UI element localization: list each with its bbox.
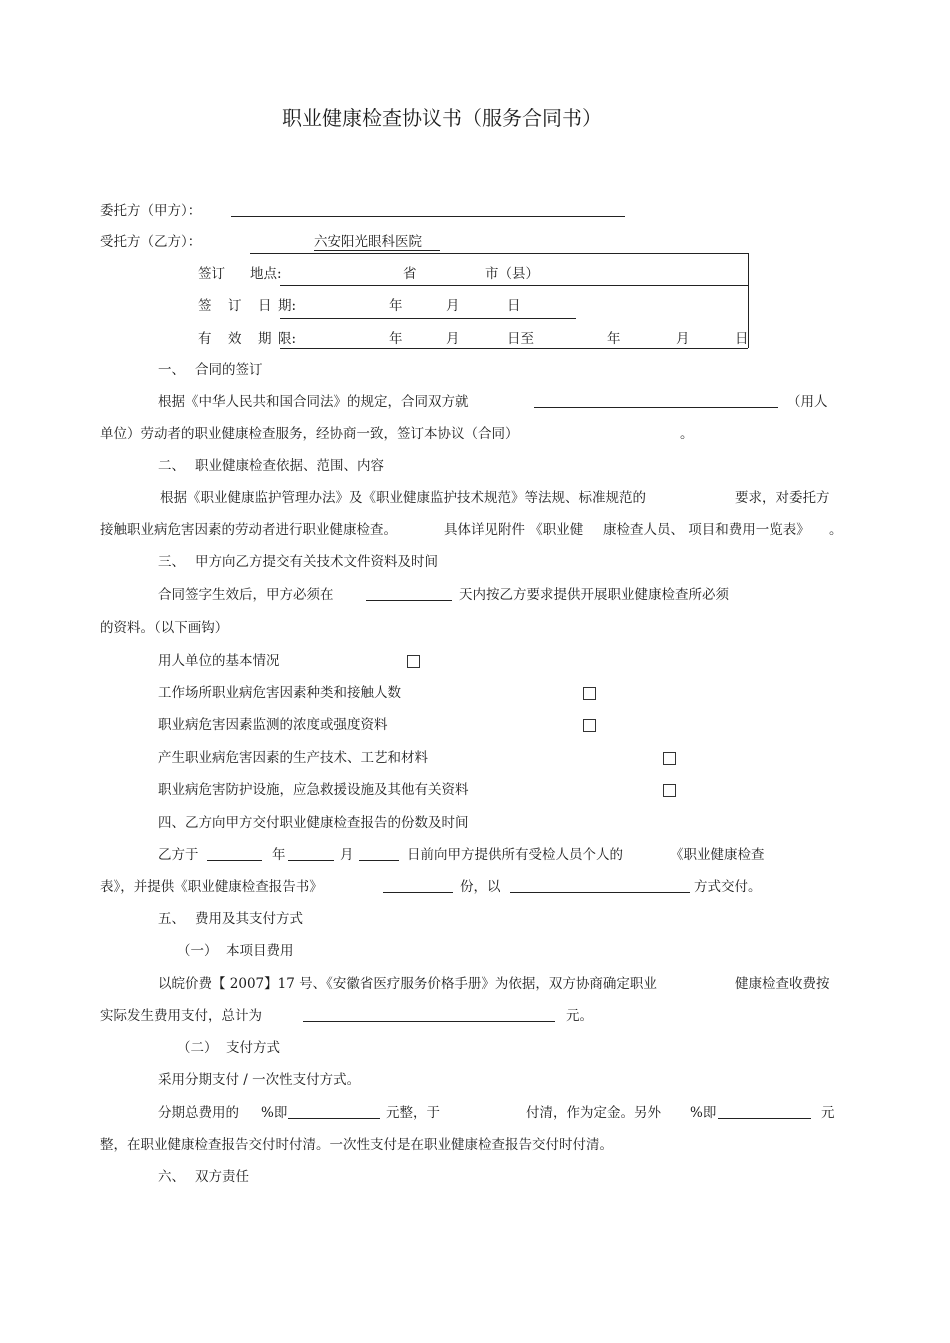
signing-date-day: 日 [507,298,521,314]
sec5-para5: 整，在职业健康检查报告交付时付清。一次性支付是在职业健康检查报告交付时付清。 [100,1137,613,1153]
party-a-blank[interactable] [231,216,625,217]
sec5-heading: 费用及其支付方式 [195,911,303,927]
sec5-total-blank[interactable] [303,1021,555,1022]
signing-place-label-2: 地点: [250,266,282,282]
sec5-para2b: 元。 [566,1008,593,1024]
sec4-para1a: 乙方于 [158,847,199,863]
validity-blank[interactable] [280,348,748,349]
sec5-sub1-num: （一） [177,943,218,959]
sec3-item-5-checkbox[interactable] [663,784,676,797]
sec3-item-5: 职业病危害防护设施，应急救援设施及其他有关资料 [158,782,469,798]
sec5-para4d: 付清，作为定金。另外 [526,1105,661,1121]
sec2-para1a: 根据《职业健康监护管理办法》及《职业健康监护技术规范》等法规、标准规范的 [160,490,646,506]
sec5-para2a: 实际发生费用支付，总计为 [100,1008,262,1024]
sec2-para2d: 。 [829,522,843,538]
signing-province: 省 [403,266,417,282]
sec5-para4b: %即 [261,1105,288,1121]
sec4-para1e: 《职业健康检查 [670,847,765,863]
sec4-para2a: 表》，并提供《职业健康检查报告书》 [100,879,323,895]
sec5-heading-num: 五、 [158,911,185,927]
sec3-item-3: 职业病危害因素监测的浓度或强度资料 [158,717,388,733]
sec1-para1b: （用人 [787,394,828,410]
signing-date-month: 月 [446,298,460,314]
validity-to-month: 月 [676,331,690,347]
signing-date-blank[interactable] [280,318,576,319]
sec4-para2b: 份，以 [460,879,501,895]
sec1-heading: 合同的签订 [195,362,263,378]
sec3-item-3-checkbox[interactable] [583,719,596,732]
sec1-para2a: 单位）劳动者的职业健康检查服务，经协商一致，签订本协议（合同） [100,426,519,442]
validity-label-4: 限: [278,331,297,347]
sec1-heading-num: 一、 [158,362,185,378]
sec3-item-2-checkbox[interactable] [583,687,596,700]
validity-label-1: 有 [198,331,212,347]
sec2-para2c: 康检查人员、 项目和费用一览表》 [603,522,810,538]
sec5-para3: 采用分期支付 / 一次性支付方式。 [158,1072,361,1088]
sec3-item-4: 产生职业病危害因素的生产技术、工艺和材料 [158,750,428,766]
document-title: 职业健康检查协议书（服务合同书） [282,106,602,130]
sec4-para1c: 月 [340,847,354,863]
validity-label-2: 效 [228,331,242,347]
validity-to-day: 日 [735,331,749,347]
sec3-days-blank[interactable] [366,600,452,601]
sec1-para1a: 根据《中华人民共和国合同法》的规定，合同双方就 [158,394,469,410]
sec5-sub2: 支付方式 [226,1040,280,1056]
sec4-day-blank[interactable] [359,860,399,861]
sec3-item-2: 工作场所职业病危害因素种类和接触人数 [158,685,401,701]
sec3-heading-num: 三、 [158,554,185,570]
sec4-heading: 四、乙方向甲方交付职业健康检查报告的份数及时间 [158,815,469,831]
validity-to-year: 年 [607,331,621,347]
sec5-para4a: 分期总费用的 [158,1105,239,1121]
sec3-para1a: 合同签字生效后，甲方必须在 [158,587,334,603]
sec5-balance-blank[interactable] [718,1118,811,1119]
sec6-heading-num: 六、 [158,1169,185,1185]
party-a-label: 委托方（甲方）： [100,203,202,219]
sec5-para4f: 元 [821,1105,835,1121]
sec4-month-blank[interactable] [288,860,334,861]
sec4-year-blank[interactable] [207,860,262,861]
validity-from-day: 日至 [507,331,534,347]
signing-date-label-1: 签 [198,298,212,314]
sec3-item-1: 用人单位的基本情况 [158,653,280,669]
sec2-para1b: 要求，对委托方 [735,490,830,506]
party-b-name: 六安阳光眼科医院 [314,234,422,250]
sec1-blank[interactable] [534,407,778,408]
signing-box-top [250,253,748,254]
signing-date-label-4: 期: [278,298,297,314]
validity-from-month: 月 [446,331,460,347]
sec3-para1b: 天内按乙方要求提供开展职业健康检查所必须 [459,587,729,603]
sec5-sub2-num: （二） [177,1040,218,1056]
sec5-deposit-blank[interactable] [288,1118,380,1119]
sec3-para2: 的资料。（以下画钩） [100,620,229,636]
signing-date-label-2: 订 [228,298,242,314]
sec4-para1b: 年 [272,847,286,863]
sec5-para1b: 健康检查收费按 [735,976,830,992]
sec2-heading-num: 二、 [158,458,185,474]
sec6-heading: 双方责任 [195,1169,249,1185]
sec2-para2b: 具体详见附件 《职业健 [444,522,584,538]
sec2-para2a: 接触职业病危害因素的劳动者进行职业健康检查。 [100,522,397,538]
signing-date-year: 年 [389,298,403,314]
signing-place-label-1: 签订 [198,266,225,282]
sec5-para4c: 元整，于 [386,1105,440,1121]
sec3-heading: 甲方向乙方提交有关技术文件资料及时间 [195,554,438,570]
sec4-method-blank[interactable] [510,892,690,893]
validity-label-3: 期 [258,331,272,347]
sec3-item-1-checkbox[interactable] [407,655,420,668]
sec5-sub1: 本项目费用 [226,943,294,959]
signing-place-blank[interactable] [280,285,748,286]
sec4-copies-blank[interactable] [383,892,453,893]
sec2-heading: 职业健康检查依据、范围、内容 [195,458,384,474]
party-b-underline [314,250,440,251]
sec5-para1a: 以皖价费【 2007】17 号、《安徽省医疗服务价格手册》为依据，双方协商确定职业 [158,976,657,992]
sec4-para2c: 方式交付。 [694,879,762,895]
sec1-para2b: 。 [680,426,694,442]
sec5-para4e: %即 [690,1105,717,1121]
validity-from-year: 年 [389,331,403,347]
signing-date-label-3: 日 [258,298,272,314]
sec3-item-4-checkbox[interactable] [663,752,676,765]
sec4-para1d: 日前向甲方提供所有受检人员个人的 [407,847,623,863]
party-b-label: 受托方（乙方）： [100,234,202,250]
signing-city: 市（县） [485,266,539,282]
